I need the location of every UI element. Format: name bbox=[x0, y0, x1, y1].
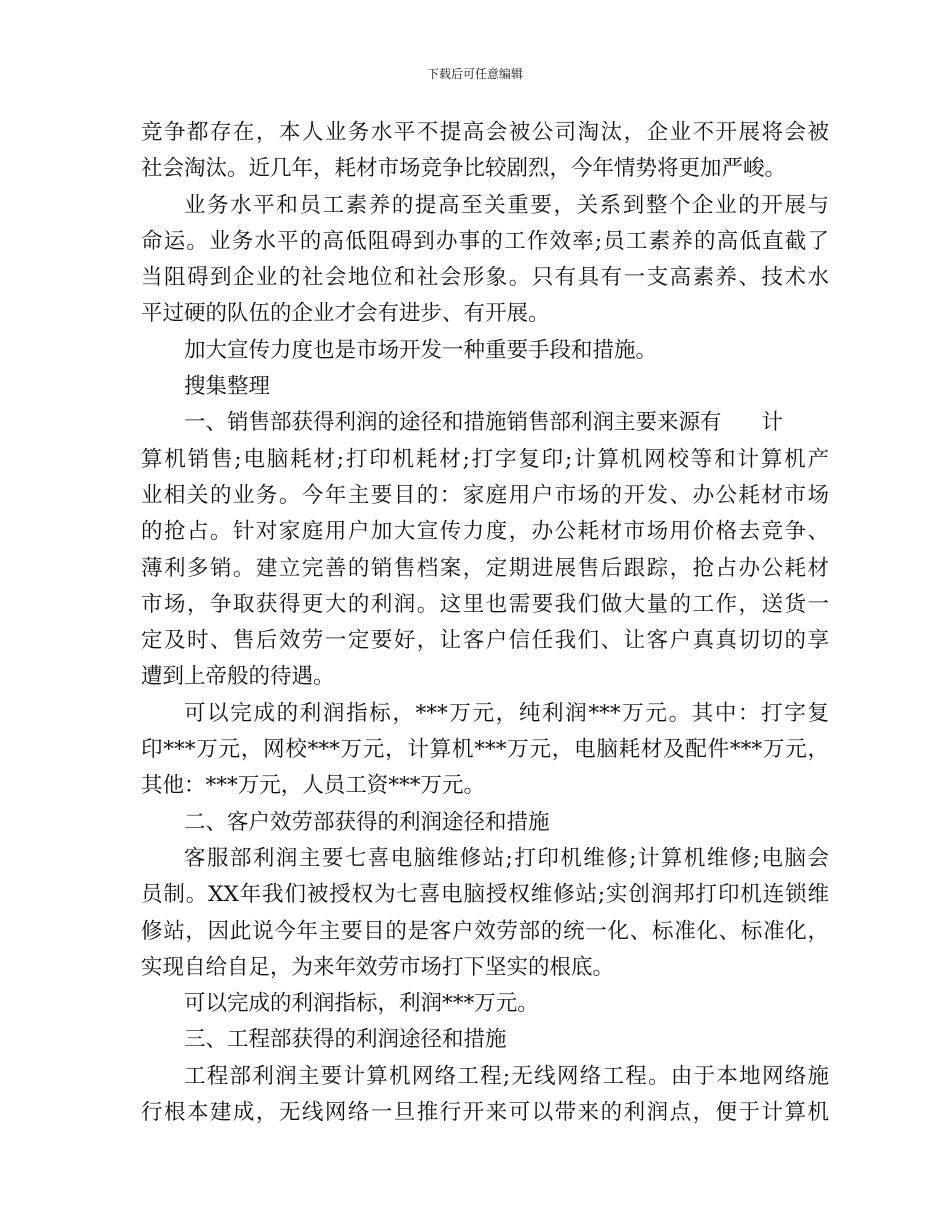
text-line: 命运。业务水平的高低阻碍到办事的工作效率;员工素养的高低直截了 bbox=[141, 228, 829, 254]
paragraph bbox=[141, 841, 829, 986]
paragraph bbox=[141, 1022, 829, 1058]
paragraph bbox=[141, 333, 829, 369]
text-line: 业务水平和员工素养的提高至关重要，关系到整个企业的开展与 bbox=[184, 192, 829, 218]
text-line: 遭到上帝般的待遇。 bbox=[141, 664, 335, 690]
text-line: 行根本建成，无线网络一旦推行开来可以带来的利润点，便于计算机 bbox=[141, 1100, 829, 1126]
text-line: 平过硬的队伍的企业才会有进步、有开展。 bbox=[141, 301, 550, 327]
paragraph bbox=[141, 696, 829, 805]
paragraph bbox=[141, 115, 829, 188]
paragraph bbox=[141, 369, 829, 405]
text-segment: 一、销售部获得利润的途径和措施销售部利润主要来源有 bbox=[184, 410, 722, 436]
text-line: 印***万元，网校***万元，计算机***万元，电脑耗材及配件***万元， bbox=[141, 737, 829, 763]
document-body bbox=[141, 115, 829, 1131]
page-header: 下载后可任意编辑 bbox=[426, 67, 523, 81]
text-line: 实现自给自足，为来年效劳市场打下坚实的根底。 bbox=[141, 954, 615, 980]
text-line: 搜集整理 bbox=[184, 374, 271, 400]
text-line: 薄利多销。建立完善的销售档案，定期进展售后跟踪，抢占办公耗材 bbox=[141, 555, 829, 581]
text-line: 市场，争取获得更大的利润。这里也需要我们做大量的工作，送货一 bbox=[141, 591, 829, 617]
text-line: 可以完成的利润指标，利润***万元。 bbox=[184, 991, 539, 1017]
text-line: 三、工程部获得的利润途径和措施 bbox=[184, 1027, 507, 1053]
paragraph bbox=[141, 805, 829, 841]
text-line: 的抢占。针对家庭用户加大宣传力度，办公耗材市场用价格去竞争、 bbox=[141, 519, 829, 545]
text-line: 工程部利润主要计算机网络工程;无线网络工程。由于本地网络施 bbox=[184, 1063, 829, 1089]
paragraph bbox=[141, 986, 829, 1022]
text-line: 二、客户效劳部获得的利润途径和措施 bbox=[184, 809, 550, 835]
text-line: 算机销售;电脑耗材;打印机耗材;打字复印;计算机网校等和计算机产 bbox=[141, 446, 829, 472]
text-line: 加大宣传力度也是市场开发一种重要手段和措施。 bbox=[184, 337, 658, 363]
text-line: 当阻碍到企业的社会地位和社会形象。只有具有一支高素养、技术水 bbox=[141, 265, 829, 291]
text-line: 定及时、售后效劳一定要好，让客户信任我们、让客户真真切切的享 bbox=[141, 628, 829, 654]
paragraph bbox=[141, 405, 829, 695]
text-line: 修站，因此说今年主要目的是客户效劳部的统一化、标准化、标准化， bbox=[141, 918, 829, 944]
text-line: 社会淘汰。近几年，耗材市场竞争比较剧烈，今年情势将更加严峻。 bbox=[141, 156, 787, 182]
text-line: 客服部利润主要七喜电脑维修站;打印机维修;计算机维修;电脑会 bbox=[184, 845, 829, 871]
text-line: 可以完成的利润指标，***万元，纯利润***万元。其中：打字复 bbox=[184, 700, 829, 726]
text-segment: 计 bbox=[761, 410, 784, 436]
text-line bbox=[141, 405, 829, 441]
text-line: 竞争都存在，本人业务水平不提高会被公司淘汰，企业不开展将会被 bbox=[141, 120, 829, 145]
paragraph bbox=[141, 1059, 829, 1132]
paragraph bbox=[141, 188, 829, 333]
text-line: 其他：***万元，人员工资***万元。 bbox=[141, 773, 486, 799]
text-line: 员制。XX年我们被授权为七喜电脑授权维修站;实创润邦打印机连锁维 bbox=[141, 882, 829, 908]
text-line: 业相关的业务。今年主要目的：家庭用户市场的开发、办公耗材市场 bbox=[141, 482, 829, 508]
